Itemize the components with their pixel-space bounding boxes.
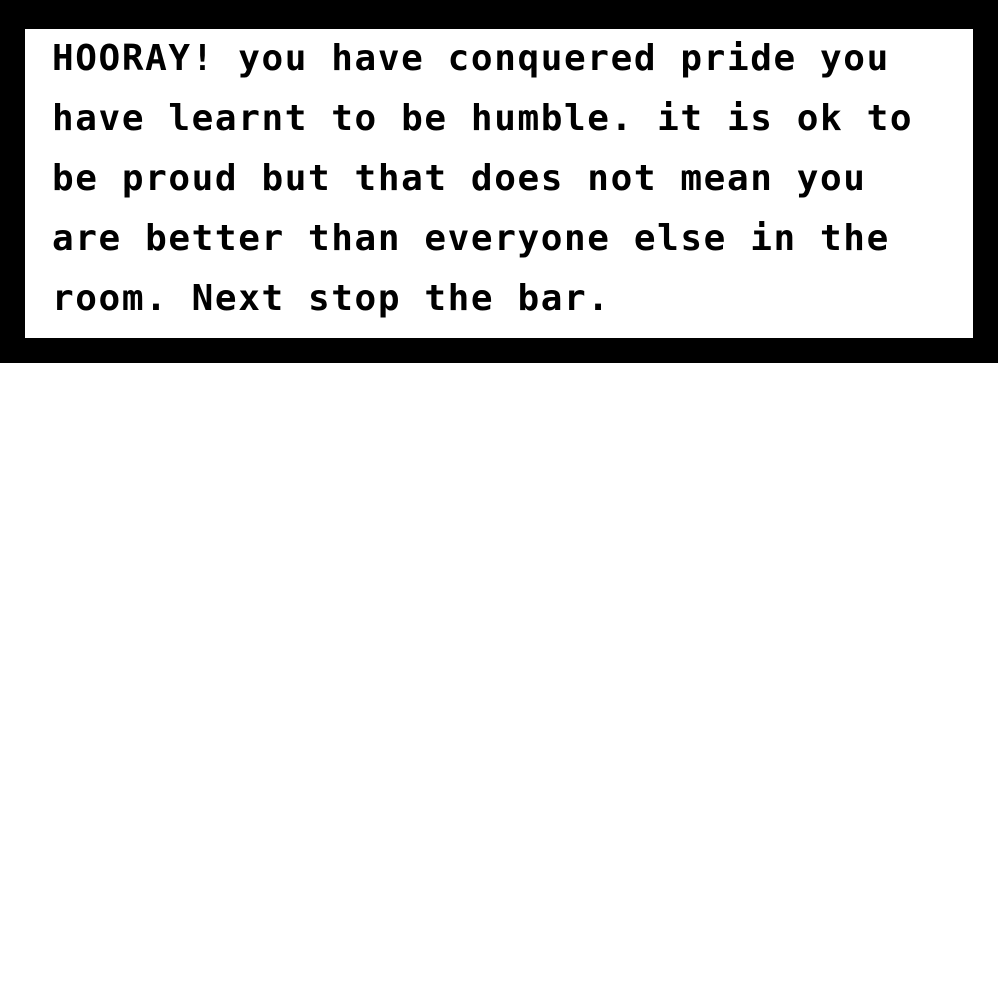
dialog-line-3: be proud but that does not mean you (52, 158, 867, 199)
dialog-frame (0, 0, 998, 363)
dialog-line-2: have learnt to be humble. it is ok to (52, 98, 914, 139)
dialog-line-1: HOORAY! you have conquered pride you (52, 38, 890, 79)
dialog-line-4: are better than everyone else in the (52, 218, 890, 259)
dialog-line-5: room. Next stop the bar. (52, 278, 611, 319)
dialog-box[interactable] (25, 29, 973, 338)
